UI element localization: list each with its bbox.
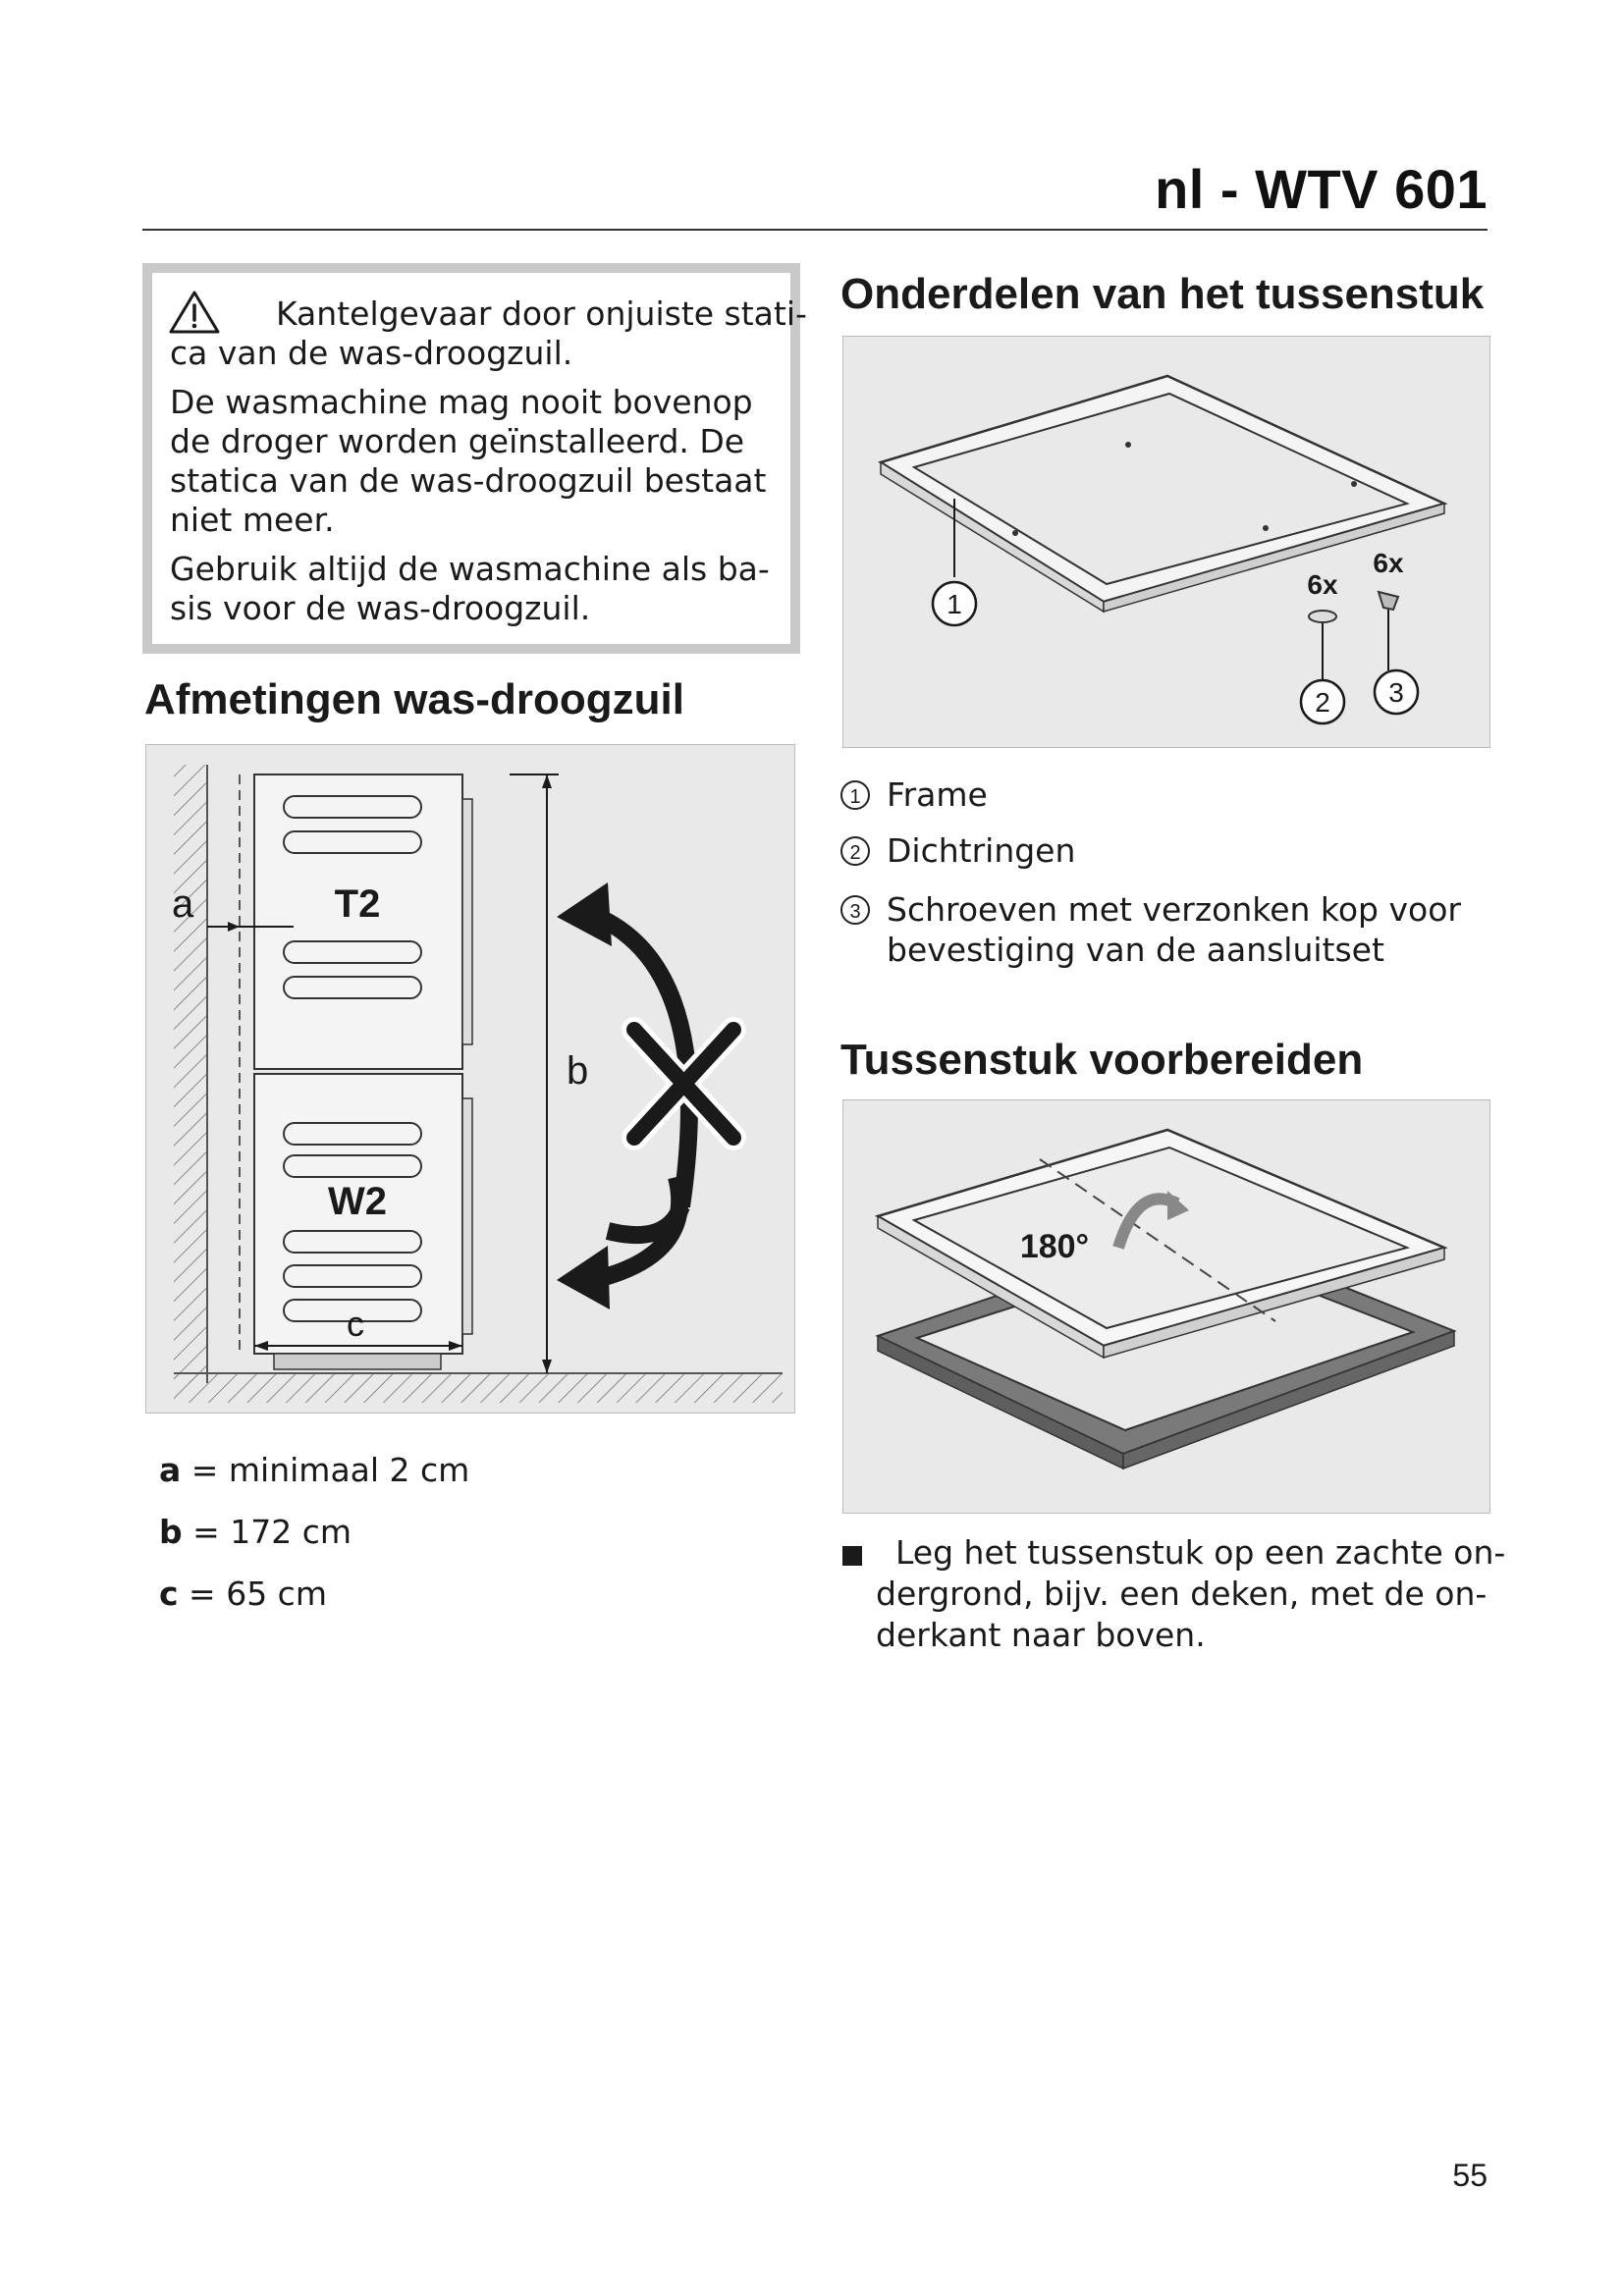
legend-number: 1 <box>840 780 870 810</box>
figure-label-b: b <box>567 1049 589 1093</box>
callout-1: 1 <box>947 589 962 619</box>
qty-rings: 6x <box>1307 569 1338 600</box>
bullet-icon <box>842 1546 862 1566</box>
warning-line: Kantelgevaar door onjuiste stati- <box>276 294 807 333</box>
warning-box <box>142 263 807 654</box>
instruction-line: Leg het tussenstuk op een zachte on- <box>895 1533 1506 1572</box>
legend-text: Schroeven met verzonken kop voor <box>887 890 1461 929</box>
section-title-parts: Onderdelen van het tussenstuk <box>840 270 1485 318</box>
page-title: nl - WTV 601 <box>1155 158 1488 220</box>
header-rule <box>142 229 1488 231</box>
rotation-label: 180° <box>1019 1228 1090 1265</box>
callout-2: 2 <box>1315 687 1330 718</box>
warning-line: De wasmachine mag nooit bovenop <box>170 383 753 421</box>
figure-label-c: c <box>347 1304 364 1344</box>
section-title-prepare: Tussenstuk voorbereiden <box>840 1036 1364 1084</box>
prepare-figure <box>842 1099 1490 1514</box>
warning-line: Gebruik altijd de wasmachine als ba- <box>170 550 770 588</box>
dimension-a: a = minimaal 2 cm <box>159 1451 470 1489</box>
legend-number: 2 <box>840 836 870 866</box>
dimension-c: c = 65 cm <box>159 1575 327 1613</box>
warning-line: statica van de was-droogzuil bestaat <box>170 461 767 500</box>
warning-line: niet meer. <box>170 501 335 539</box>
page-number: 55 <box>1452 2158 1488 2193</box>
warning-line: de droger worden geïnstalleerd. De <box>170 422 745 460</box>
legend-text: Frame <box>887 775 988 814</box>
instruction-line: derkant naar boven. <box>876 1616 1206 1654</box>
warning-line: ca van de was-droogzuil. <box>170 334 573 372</box>
legend-text: bevestiging van de aansluitset <box>887 931 1384 969</box>
dimension-b: b = 172 cm <box>159 1513 352 1551</box>
parts-figure <box>842 336 1490 748</box>
callout-3: 3 <box>1388 677 1404 708</box>
instruction-line: dergrond, bijv. een deken, met de on- <box>876 1575 1488 1613</box>
section-title-dimensions: Afmetingen was-droogzuil <box>144 675 684 723</box>
qty-screws: 6x <box>1373 548 1404 578</box>
figure-label-top: T2 <box>334 882 381 926</box>
figure-label-bottom: W2 <box>328 1180 387 1223</box>
legend-text: Dichtringen <box>887 831 1076 870</box>
warning-triangle-icon <box>168 289 221 336</box>
warning-line: sis voor de was-droogzuil. <box>170 589 591 627</box>
figure-label-a: a <box>172 882 194 926</box>
dimensions-figure <box>145 744 795 1414</box>
legend-number: 3 <box>840 895 870 925</box>
